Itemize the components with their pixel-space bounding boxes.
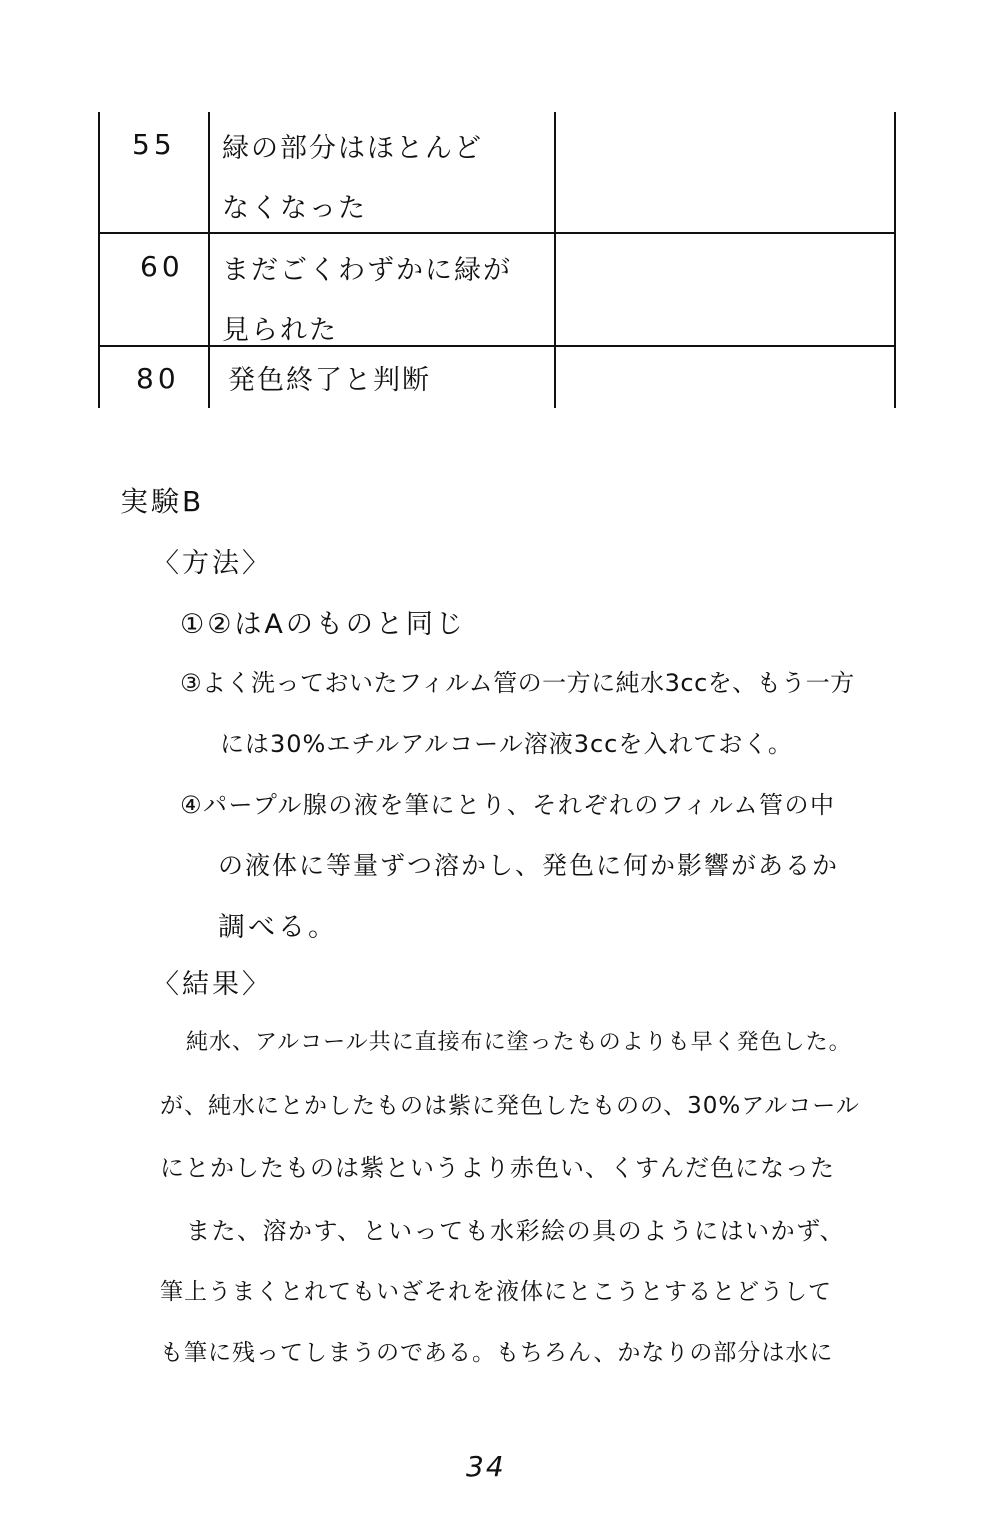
table-cell-observation: なくなった — [222, 193, 367, 224]
result-line: が、純水にとかしたものは紫に発色したものの、30%アルコール — [160, 1093, 860, 1119]
table-cell-time: 60 — [140, 250, 184, 283]
result-line: また、溶かす、といっても水彩絵の具のようにはいかず、 — [186, 1217, 846, 1245]
result-line: にとかしたものは紫というより赤色い、くすんだ色になった — [160, 1154, 835, 1182]
method-step-4-cont: の液体に等量ずつ溶かし、発色に何か影響があるか — [218, 851, 840, 880]
table-cell-time: 80 — [136, 362, 180, 395]
result-line: 筆上うまくとれてもいざそれを液体にとこうとするとどうして — [160, 1279, 832, 1305]
table-divider-time — [208, 112, 210, 408]
table-row-divider — [98, 232, 896, 234]
table-cell-observation: 見られた — [222, 315, 338, 346]
table-cell-observation: 緑の部分はほとんど — [222, 133, 483, 164]
result-heading: 〈結果〉 — [152, 969, 272, 1000]
table-cell-observation: 発色終了と判断 — [228, 365, 431, 396]
method-step-3: ③よく洗っておいたフィルム管の一方に純水3ccを、もう一方 — [180, 669, 855, 697]
table-border-left — [98, 112, 100, 408]
method-step-4-cont: 調べる。 — [218, 912, 338, 943]
method-step-3-cont: には30%エチルアルコール溶液3ccを入れておく。 — [220, 730, 793, 758]
method-step-4: ④パープル腺の液を筆にとり、それぞれのフィルム管の中 — [180, 791, 836, 819]
observation-table — [98, 112, 896, 408]
table-cell-time: 55 — [132, 128, 176, 161]
method-step-1-2: ①②はAのものと同じ — [180, 609, 466, 640]
page-number: 34 — [466, 1450, 506, 1483]
table-cell-observation: まだごくわずかに緑が — [222, 255, 512, 286]
method-heading: 〈方法〉 — [152, 548, 272, 579]
table-divider-notes — [554, 112, 556, 408]
table-border-right — [894, 112, 896, 408]
table-row-divider — [98, 345, 896, 347]
experiment-b-title: 実験B — [120, 485, 205, 518]
result-line: も筆に残ってしまうのである。もちろん、かなりの部分は水に — [160, 1340, 834, 1366]
result-line: 純水、アルコール共に直接布に塗ったものよりも早く発色した。 — [186, 1030, 852, 1055]
